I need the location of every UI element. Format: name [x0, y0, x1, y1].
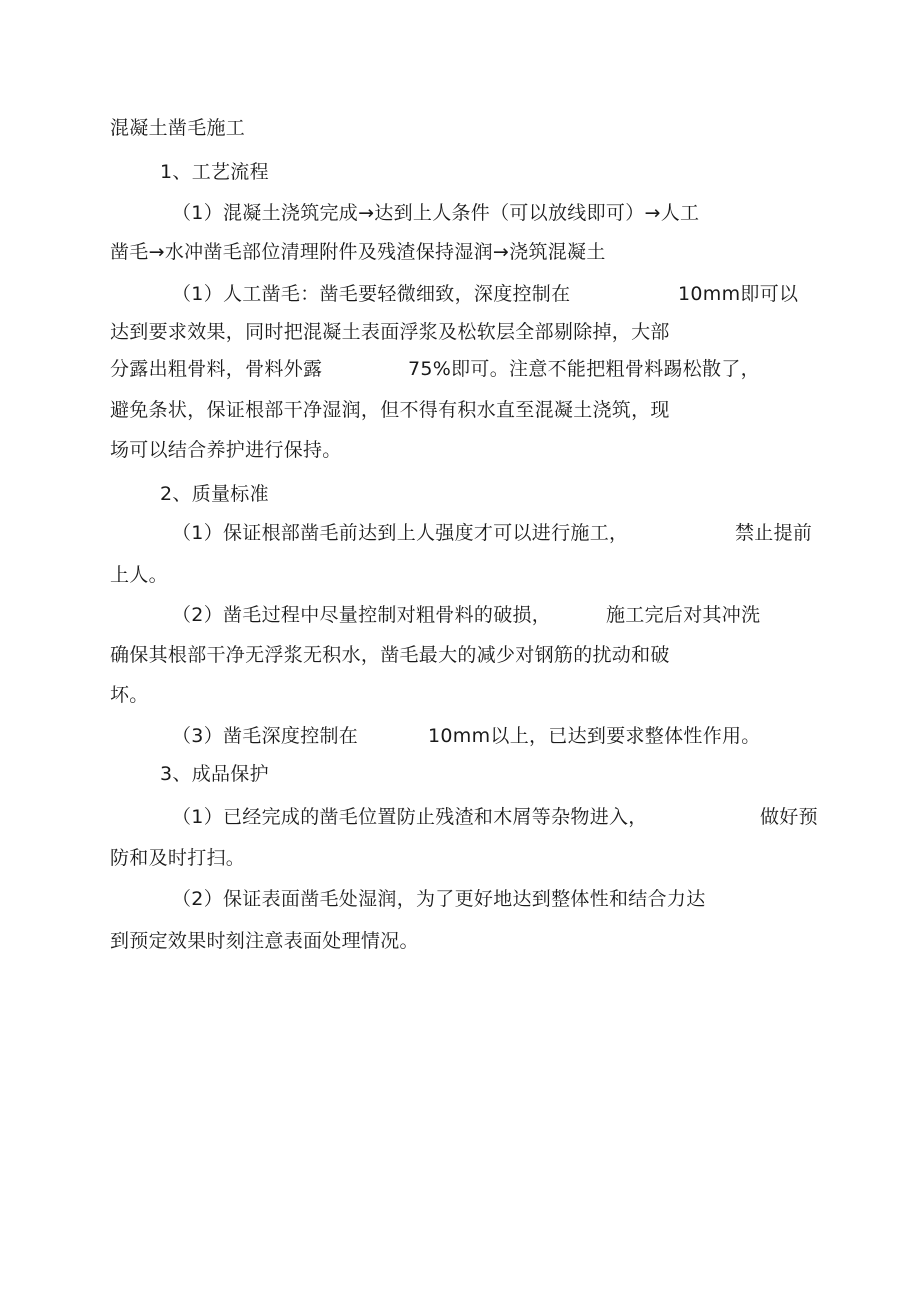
paragraph-line	[172, 282, 799, 306]
paragraph-line: 上人。	[110, 564, 168, 586]
text-segment: 10mm以上，已达到要求整体性作用。	[428, 725, 761, 747]
section-heading-process: 1、工艺流程	[160, 161, 269, 183]
paragraph-line	[172, 521, 813, 545]
paragraph-line	[110, 357, 760, 381]
paragraph-line: 凿毛→水冲凿毛部位清理附件及残渣保持湿润→浇筑混凝土	[110, 241, 606, 263]
paragraph-line	[172, 603, 761, 627]
paragraph-line: 避免条状，保证根部干净湿润，但不得有积水直至混凝土浇筑，现	[110, 399, 670, 421]
paragraph-line: 到预定效果时刻注意表面处理情况。	[110, 930, 419, 952]
paragraph-line: 防和及时打扫。	[110, 847, 246, 869]
section-heading-quality: 2、质量标准	[160, 483, 269, 505]
text-segment: （3）凿毛深度控制在	[172, 725, 359, 747]
paragraph-line	[172, 724, 761, 748]
paragraph-line: 确保其根部干净无浮浆无积水，凿毛最大的减少对钢筋的扰动和破	[110, 644, 670, 666]
text-segment: （2）凿毛过程中尽量控制对粗骨料的破损，	[172, 604, 552, 626]
text-segment: 分露出粗骨料，骨料外露	[110, 358, 323, 380]
text-segment: （1）人工凿毛：凿毛要轻微细致，深度控制在	[172, 283, 571, 305]
paragraph-line: （2）保证表面凿毛处湿润，为了更好地达到整体性和结合力达	[172, 888, 706, 910]
text-segment: 75%即可。注意不能把粗骨料踢松散了，	[408, 358, 760, 380]
section-heading-protection: 3、成品保护	[160, 763, 269, 785]
text-segment: 做好预	[760, 806, 818, 828]
text-segment: 10mm即可以	[678, 283, 799, 305]
text-segment: 施工完后对其冲洗	[606, 604, 761, 626]
paragraph-line: 坏。	[110, 684, 149, 706]
text-segment: 禁止提前	[735, 522, 813, 544]
paragraph-line: 达到要求效果，同时把混凝土表面浮浆及松软层全部剔除掉，大部	[110, 321, 670, 343]
paragraph-line: （1）混凝土浇筑完成→达到上人条件（可以放线即可）→人工	[172, 202, 700, 224]
paragraph-line	[172, 805, 818, 829]
doc-title: 混凝土凿毛施工	[110, 117, 246, 139]
paragraph-line: 场可以结合养护进行保持。	[110, 439, 342, 461]
text-segment: （1）已经完成的凿毛位置防止残渣和木屑等杂物进入，	[172, 806, 648, 828]
text-segment: （1）保证根部凿毛前达到上人强度才可以进行施工，	[172, 522, 629, 544]
